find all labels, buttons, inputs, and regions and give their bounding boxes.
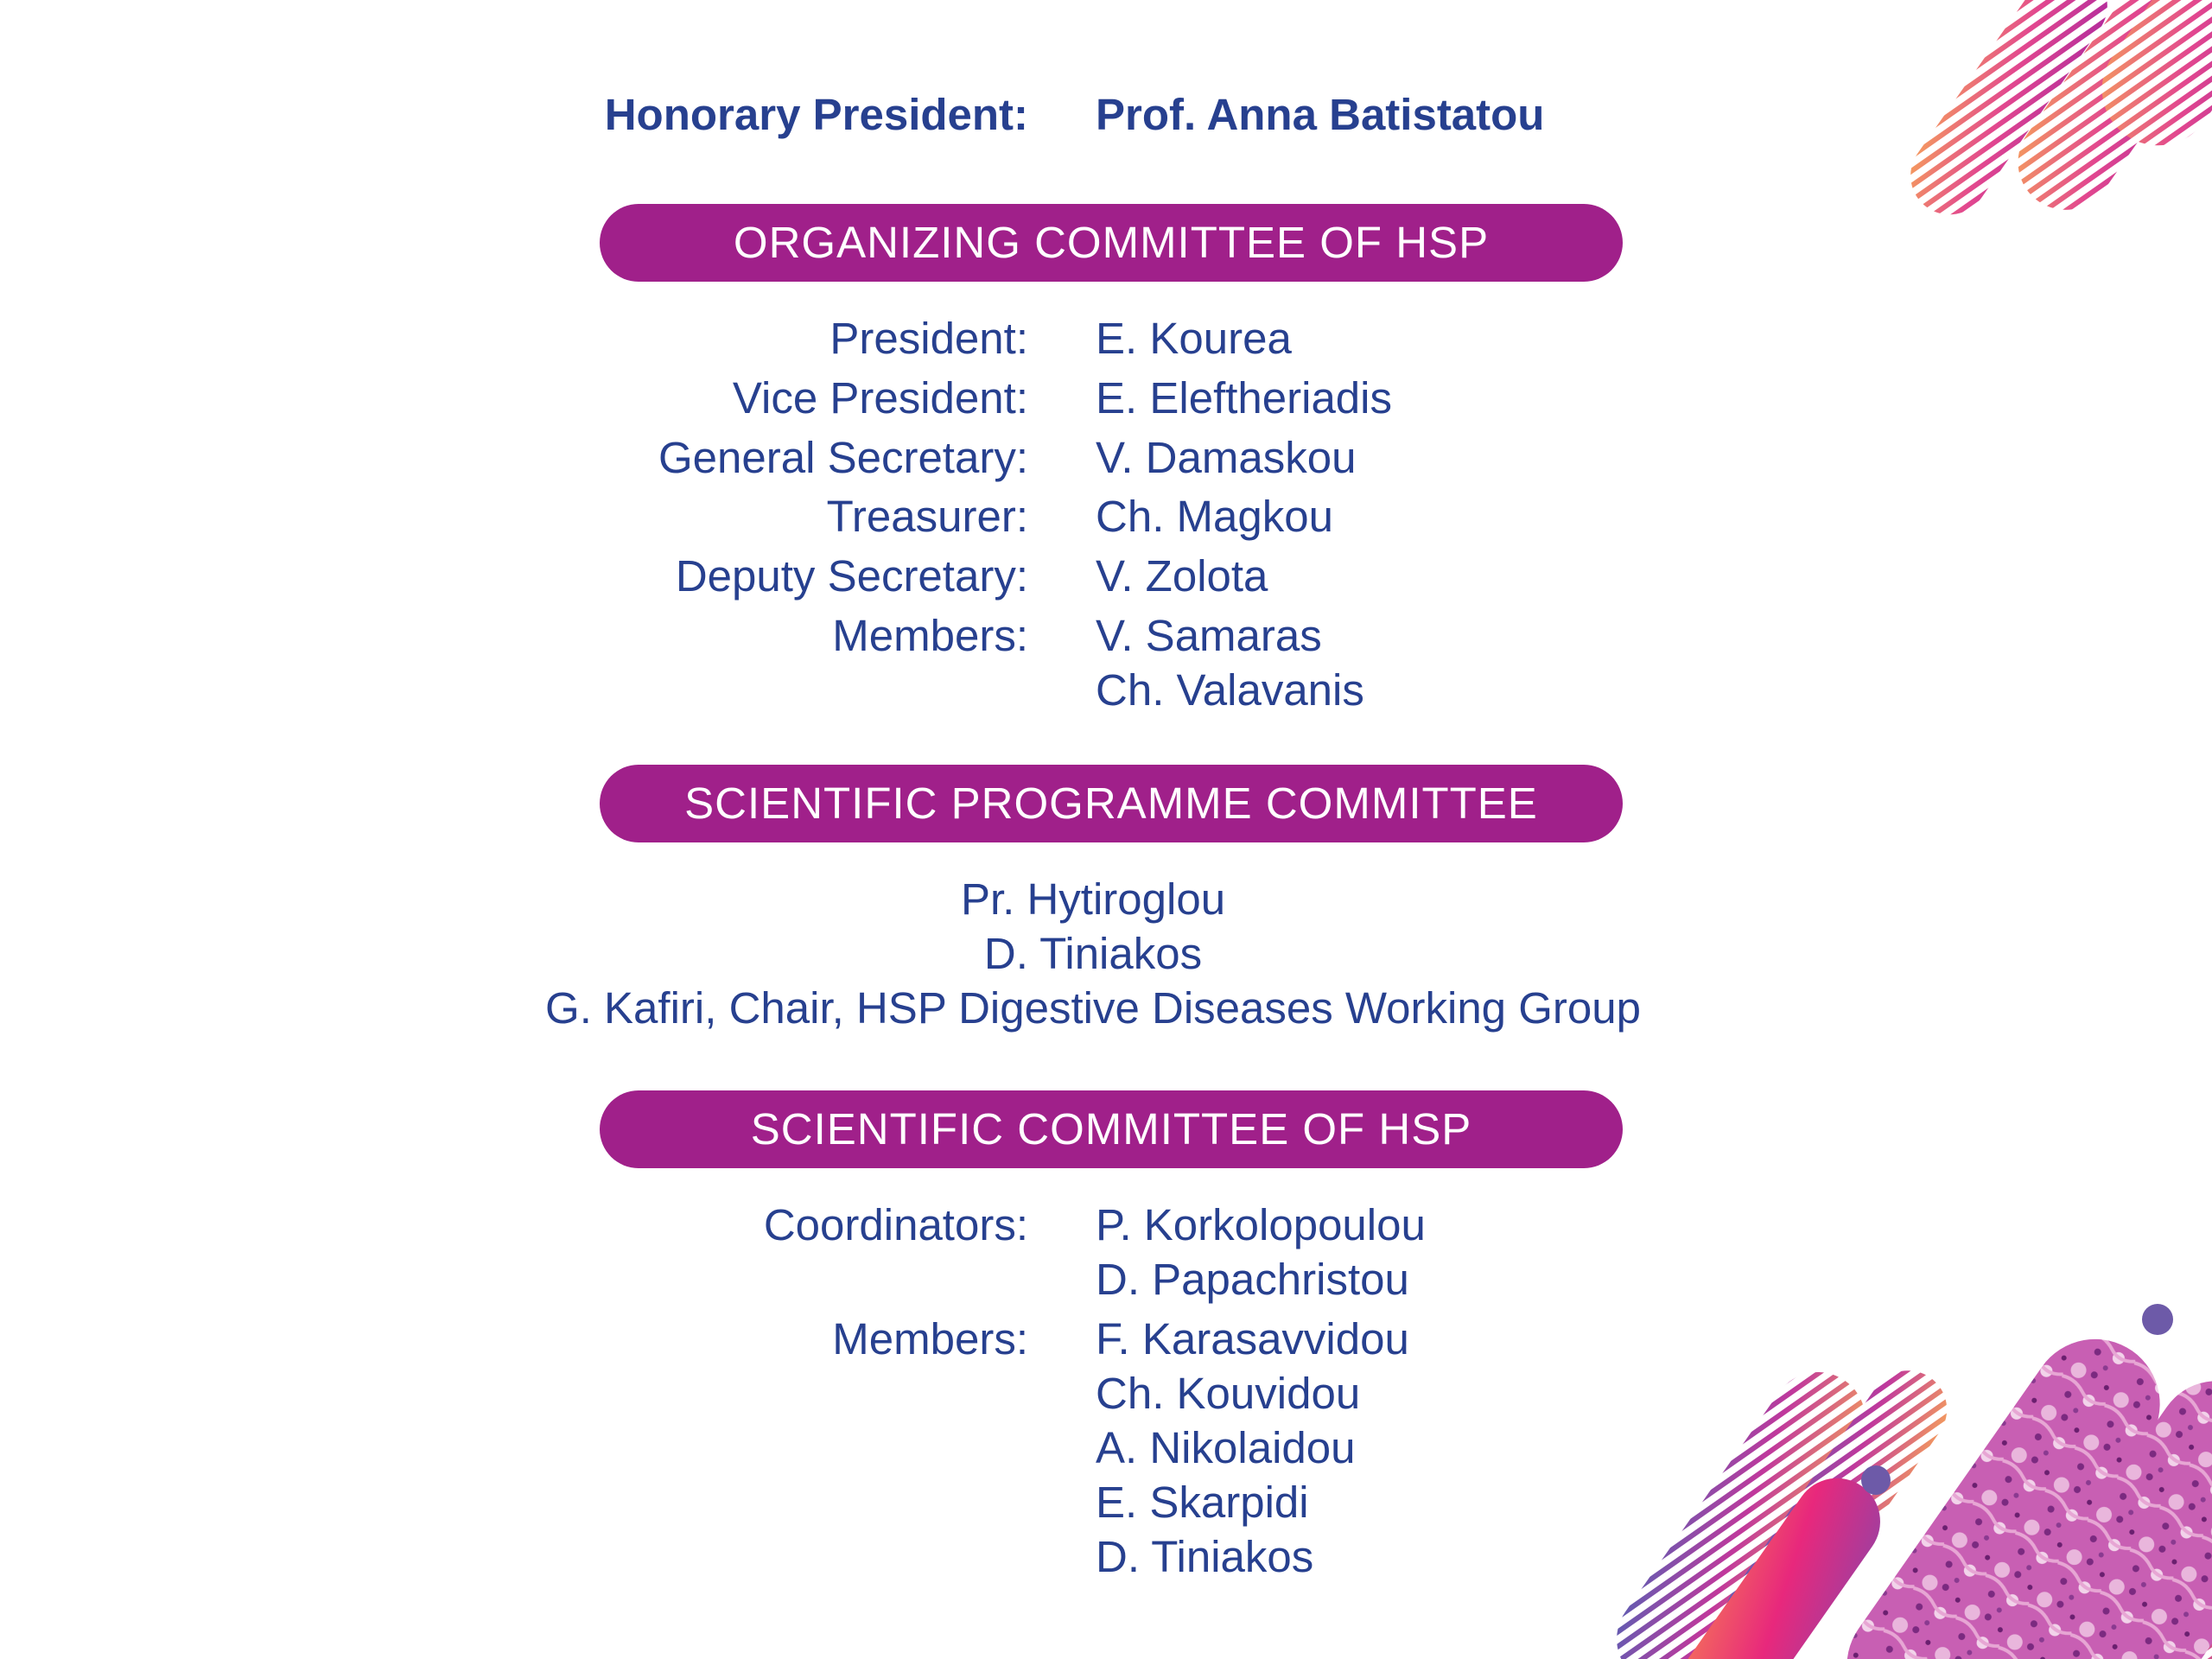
role-name: P. Korkolopoulou xyxy=(1096,1200,1426,1249)
role-name: A. Nikolaidou xyxy=(1096,1423,1356,1472)
role-name: D. Papachristou xyxy=(1096,1255,1409,1304)
dot xyxy=(2142,1304,2173,1335)
role-name: Ch. Kouvidou xyxy=(1096,1369,1361,1418)
honorary-president-label: Honorary President: xyxy=(604,90,1028,139)
role-name: Ch. Valavanis xyxy=(1096,665,1364,715)
role-name: E. Eleftheriadis xyxy=(1096,373,1393,423)
top-right-stripes xyxy=(1895,0,2212,230)
role-label: General Secretary: xyxy=(658,433,1028,482)
role-label: Vice President: xyxy=(732,373,1028,423)
role-name: V. Samaras xyxy=(1096,611,1322,660)
role-name: E. Kourea xyxy=(1096,314,1292,363)
role-label: Members: xyxy=(832,1314,1028,1363)
role-name: V. Damaskou xyxy=(1096,433,1357,482)
dot xyxy=(1861,1465,1891,1495)
programme-member: Pr. Hytiroglou xyxy=(960,874,1226,924)
role-label: Coordinators: xyxy=(763,1200,1028,1249)
honorary-president-name: Prof. Anna Batistatou xyxy=(1096,90,1545,139)
role-name: V. Zolota xyxy=(1096,551,1268,601)
role-label: Members: xyxy=(832,611,1028,660)
role-name: F. Karasavvidou xyxy=(1096,1314,1409,1363)
role-name: Ch. Magkou xyxy=(1096,492,1333,541)
role-name: D. Tiniakos xyxy=(1096,1532,1314,1581)
role-label: Deputy Secretary: xyxy=(675,551,1028,601)
programme-committee-banner: SCIENTIFIC PROGRAMME COMMITTEE xyxy=(600,765,1623,842)
programme-member: D. Tiniakos xyxy=(983,929,1203,978)
role-name: E. Skarpidi xyxy=(1096,1478,1309,1527)
scientific-committee-banner: SCIENTIFIC COMMITTEE OF HSP xyxy=(600,1090,1623,1168)
role-label: Treasurer: xyxy=(826,492,1028,541)
organizing-committee-banner: ORGANIZING COMMITTEE OF HSP xyxy=(600,204,1623,282)
programme-member: G. Kafiri, Chair, HSP Digestive Diseases Working Group xyxy=(545,983,1641,1033)
role-label: President: xyxy=(830,314,1028,363)
